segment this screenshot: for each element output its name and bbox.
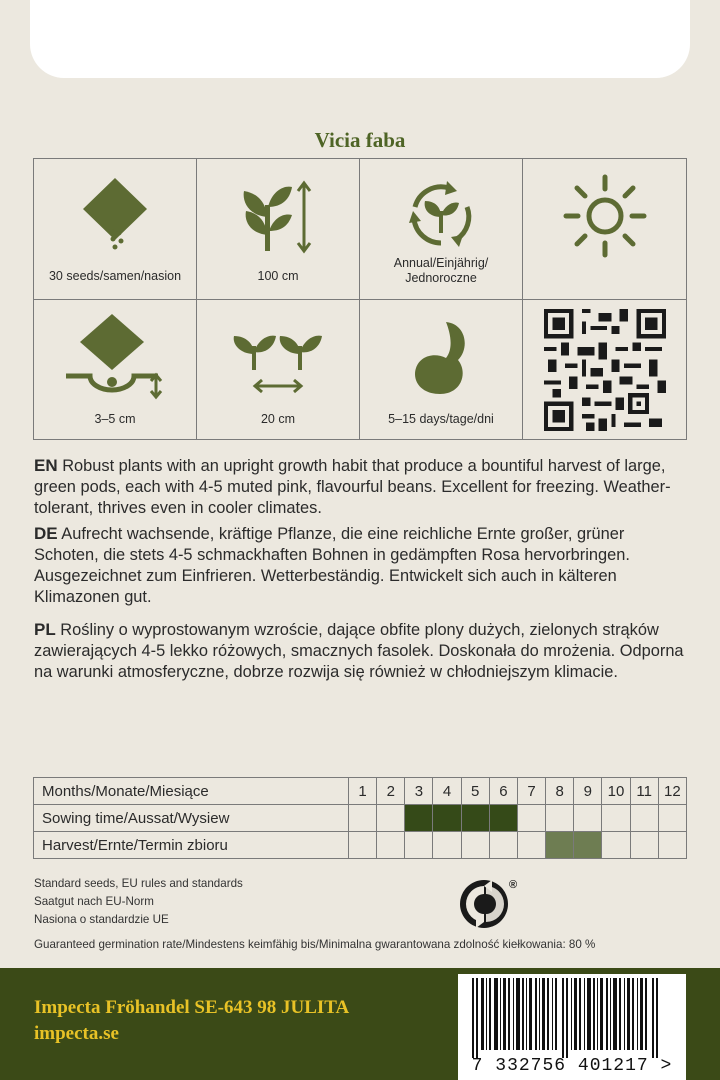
- info-cell-germination: [360, 300, 523, 440]
- sowing-cell: [574, 805, 602, 832]
- sowing-cell: [602, 805, 630, 832]
- calendar-sowing-row: [34, 805, 687, 832]
- info-cell-height: [197, 159, 360, 300]
- hang-hole-cutout: [30, 0, 690, 78]
- calendar-months-row: [34, 778, 687, 805]
- month-9: 9: [574, 778, 602, 805]
- sowing-cell: [349, 805, 377, 832]
- harvest-cell: [630, 832, 658, 859]
- calendar-harvest-row: [34, 832, 687, 859]
- harvest-cell: [349, 832, 377, 859]
- info-cell-depth: [34, 300, 197, 440]
- sowing-cell: [433, 805, 461, 832]
- month-5: 5: [461, 778, 489, 805]
- sowing-cell: [517, 805, 545, 832]
- description-en-text: Robust plants with an upright growth habit that produce a bountiful harvest of large, green pods, each with 4-5 muted pink, flavourful beans. Excellent for freezing. Weather-tolerant, thrives even in cooler climates.: [34, 457, 671, 517]
- company-name: Impecta Fröhandel SE-643 98 JULITA: [34, 997, 350, 1018]
- harvest-cell: [574, 832, 602, 859]
- month-3: 3: [405, 778, 433, 805]
- info-cell-seeds: [34, 159, 197, 300]
- company-info: [34, 995, 349, 1047]
- info-cell-qr: [523, 300, 686, 440]
- description-de-text: Aufrecht wachsende, kräftige Pflanze, die eine reichliche Ernte großer, grüner Schoten, die stets 4-5 schmackhaften Bohnen in gedämpften Rosa hervorbringen. Ausgezeichnet zum Einfrieren. Wetterbeständig. Entwickelt sich auch in kälteren Klimazonen gut.: [34, 525, 630, 606]
- sowing-cell: [489, 805, 517, 832]
- plant-height-icon: [238, 177, 318, 257]
- lang-code-en: EN: [34, 456, 58, 475]
- month-7: 7: [517, 778, 545, 805]
- month-10: 10: [602, 778, 630, 805]
- company-website[interactable]: impecta.se: [34, 1023, 119, 1044]
- sowing-cell: [630, 805, 658, 832]
- harvest-cell: [517, 832, 545, 859]
- sowing-cell: [658, 805, 686, 832]
- info-cell-annual: [360, 159, 523, 300]
- month-12: 12: [658, 778, 686, 805]
- sowing-calendar: [33, 777, 687, 859]
- standards-line-3: Nasiona o standardzie UE: [34, 913, 169, 926]
- month-8: 8: [546, 778, 574, 805]
- harvest-cell: [461, 832, 489, 859]
- germination-sprout-icon: [406, 314, 476, 400]
- species-title: Vicia faba: [314, 128, 406, 152]
- harvest-cell: [602, 832, 630, 859]
- harvest-cell: [489, 832, 517, 859]
- sowing-cell: [461, 805, 489, 832]
- month-11: 11: [630, 778, 658, 805]
- seeds-caption: 30 seeds/samen/nasion: [48, 269, 182, 283]
- germination-rate: Guaranteed germination rate/Mindestens keimfähig bis/Minimalna gwarantowana zdolność kiełkowania: 80 %: [34, 938, 596, 951]
- harvest-cell: [377, 832, 405, 859]
- sowing-depth-icon: [60, 310, 170, 400]
- barcode: [458, 974, 686, 1080]
- barcode-digits: 7 332756 401217 >: [471, 1056, 673, 1076]
- annual-caption: [360, 256, 522, 286]
- plant-spacing-icon: [228, 324, 328, 404]
- month-1: 1: [349, 778, 377, 805]
- sowing-cell: [405, 805, 433, 832]
- green-dot-recycle-icon: [458, 876, 518, 932]
- seed-packet-icon: [75, 173, 155, 253]
- info-cell-spacing: [197, 300, 360, 440]
- harvest-cell: [405, 832, 433, 859]
- standards-note: [34, 875, 243, 929]
- standards-line-1: Standard seeds, EU rules and standards: [34, 877, 243, 890]
- month-4: 4: [433, 778, 461, 805]
- germination-caption: 5–15 days/tage/dni: [388, 412, 494, 426]
- annual-caption-line1: Annual/Einjährig/: [393, 256, 489, 270]
- month-2: 2: [377, 778, 405, 805]
- qr-code-icon[interactable]: [544, 309, 666, 431]
- description-pl-text: Rośliny o wyprostowanym wzroście, dające obfite plony dużych, zielonych strąków zawierających 4-5 lekko różowych, smacznych fasolek. Doskonała do mrożenia. Odporna na warunki atmosferyczne, dobrze rozwija się również w chłodniejszym klimacie.: [34, 621, 684, 681]
- standards-line-2: Saatgut nach EU-Norm: [34, 895, 154, 908]
- sowing-label: Sowing time/Aussat/Wysiew: [34, 805, 349, 832]
- harvest-cell: [433, 832, 461, 859]
- sowing-cell: [546, 805, 574, 832]
- harvest-cell: [546, 832, 574, 859]
- annual-cycle-icon: [401, 175, 481, 255]
- sowing-cell: [377, 805, 405, 832]
- description-de: [34, 523, 690, 608]
- depth-caption: 3–5 cm: [94, 412, 136, 426]
- harvest-cell: [658, 832, 686, 859]
- height-caption: 100 cm: [257, 269, 299, 283]
- info-grid: [33, 158, 687, 440]
- lang-code-de: DE: [34, 524, 58, 543]
- description-pl: [34, 619, 690, 683]
- sun-icon: [562, 173, 648, 259]
- month-6: 6: [489, 778, 517, 805]
- lang-code-pl: PL: [34, 620, 56, 639]
- barcode-bars: [458, 978, 686, 1058]
- annual-caption-line2: Jednoroczne: [405, 271, 477, 285]
- description-en: [34, 455, 690, 519]
- info-cell-sun: [523, 159, 686, 300]
- months-label: Months/Monate/Miesiące: [34, 778, 349, 805]
- spacing-caption: 20 cm: [260, 412, 296, 426]
- registered-mark: ®: [509, 879, 518, 891]
- harvest-label: Harvest/Ernte/Termin zbioru: [34, 832, 349, 859]
